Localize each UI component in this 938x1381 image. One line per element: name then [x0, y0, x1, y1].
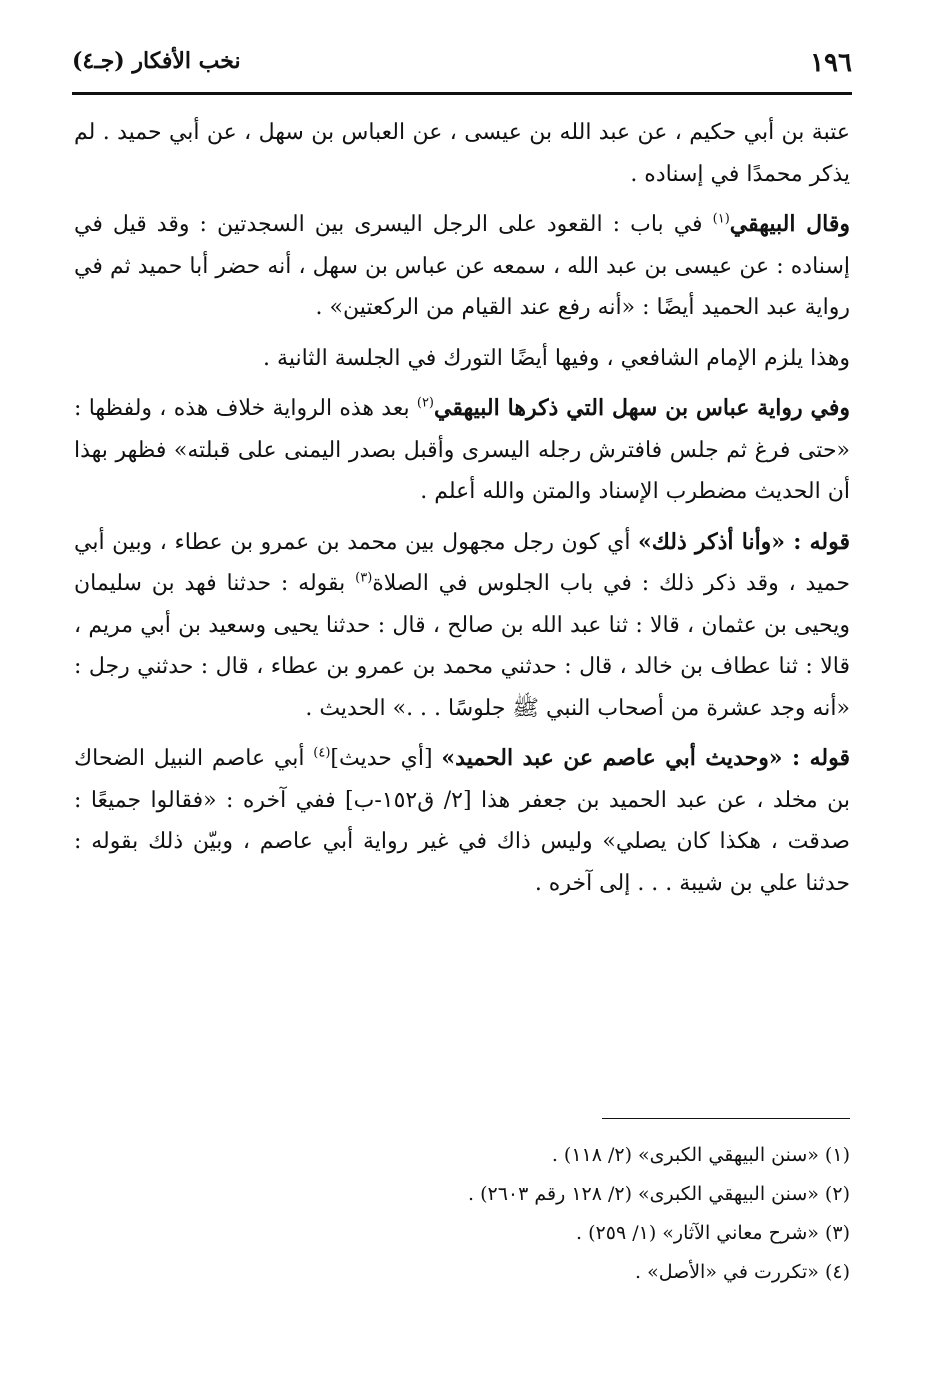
paragraph-6-text-a: [أي حديث]: [330, 746, 442, 771]
running-title: نخب الأفكار (جـ٤): [72, 48, 241, 74]
footnote-4: (٤) «تكررت في «الأصل» .: [634, 1261, 850, 1283]
header-rule: [72, 92, 852, 95]
footnote-ref-1: (١): [712, 211, 730, 227]
paragraph-2: [74, 204, 850, 329]
paragraph-4-lead: وفي رواية عباس بن سهل التي ذكرها البيهقي: [434, 395, 850, 421]
paragraph-5-lead: قوله : «وأنا أذكر ذلك»: [638, 528, 850, 555]
footnote-rule: [602, 1118, 850, 1119]
paragraph-6-lead: قوله : «وحديث أبي عاصم عن عبد الحميد»: [441, 745, 850, 771]
footnote-3: (٣) «شرح معاني الآثار» (١/ ٢٥٩) .: [576, 1222, 850, 1244]
footnote-ref-2: (٢): [416, 395, 434, 411]
footnote-ref-3: (٣): [355, 570, 373, 586]
paragraph-5: [74, 522, 850, 730]
paragraph-6: [74, 738, 850, 904]
main-text: [74, 112, 850, 904]
footnote-2: (٢) «سنن البيهقي الكبرى» (٢/ ١٢٨ رقم ٢٦٠٣) .: [468, 1183, 850, 1205]
paragraph-1-text: عتبة بن أبي حكيم ، عن عبد الله بن عيسى ، عن العباس بن سهل ، عن أبي حميد . لم يذكر محمدًا في إسناده .: [74, 120, 850, 187]
paragraph-2-text: في باب : القعود على الرجل اليسرى بين السجدتين : وقد قيل في إسناده : عن عيسى بن عبد الله ، سمعه عن عباس بن سهل ، أنه حضر أبا حميد ثم في رواية عبد الحميد أيضًا : «أنه رفع عند القيام من الركعتين» .: [74, 212, 850, 320]
paragraph-5-text-a: أي كون رجل مجهول بين محمد بن عمرو بن عطاء ، وبين أبي حميد ، وقد ذكر ذلك : في باب الجلوس في الصلاة: [74, 529, 851, 596]
footnote-1: (١) «سنن البيهقي الكبرى» (٢/ ١١٨) .: [551, 1144, 850, 1166]
paragraph-5-text-b: بقوله : حدثنا فهد بن سليمان ويحيى بن عثمان ، قالا : ثنا عبد الله بن صالح ، قال : حدثنا يحيى وسعيد بن أبي مريم ، قالا : ثنا عطاف بن خالد ، قال : حدثني محمد بن عمرو بن عطاء ، قال : حدثني رجل : «أنه وجد عشرة من أصحاب النبي ﷺ جلوسًا . . .» الحديث .: [74, 571, 850, 721]
paragraph-2-lead: وقال البيهقي: [729, 211, 851, 237]
paragraph-4-text: بعد هذه الرواية خلاف هذه ، ولفظها : «حتى فرغ ثم جلس فافترش رجله اليسرى وأقبل بصدر اليمنى على قبلته» فظهر بهذا أن الحديث مضطرب الإسناد والمتن والله أعلم .: [74, 396, 850, 504]
paragraph-3-text: وهذا يلزم الإمام الشافعي ، وفيها أيضًا التورك في الجلسة الثانية .: [263, 345, 850, 371]
paragraph-1: [74, 112, 850, 195]
footnote-ref-4: (٤): [313, 745, 331, 761]
footnotes: [74, 1136, 850, 1292]
paragraph-3: [74, 338, 850, 380]
paragraph-6-text-b: أبي عاصم النبيل الضحاك بن مخلد ، عن عبد الحميد بن جعفر هذا [٢/ ق١٥٢-ب] ففي آخره : «فقالوا جميعًا : صدقت ، هكذا كان يصلي» وليس ذاك في غير رواية أبي عاصم ، وبيّن ذلك بقوله : حدثنا علي بن شيبة . . . إلى آخره .: [74, 746, 850, 896]
page-number: ١٩٦: [810, 48, 852, 78]
paragraph-4: [74, 388, 850, 513]
page-header: [72, 48, 852, 92]
